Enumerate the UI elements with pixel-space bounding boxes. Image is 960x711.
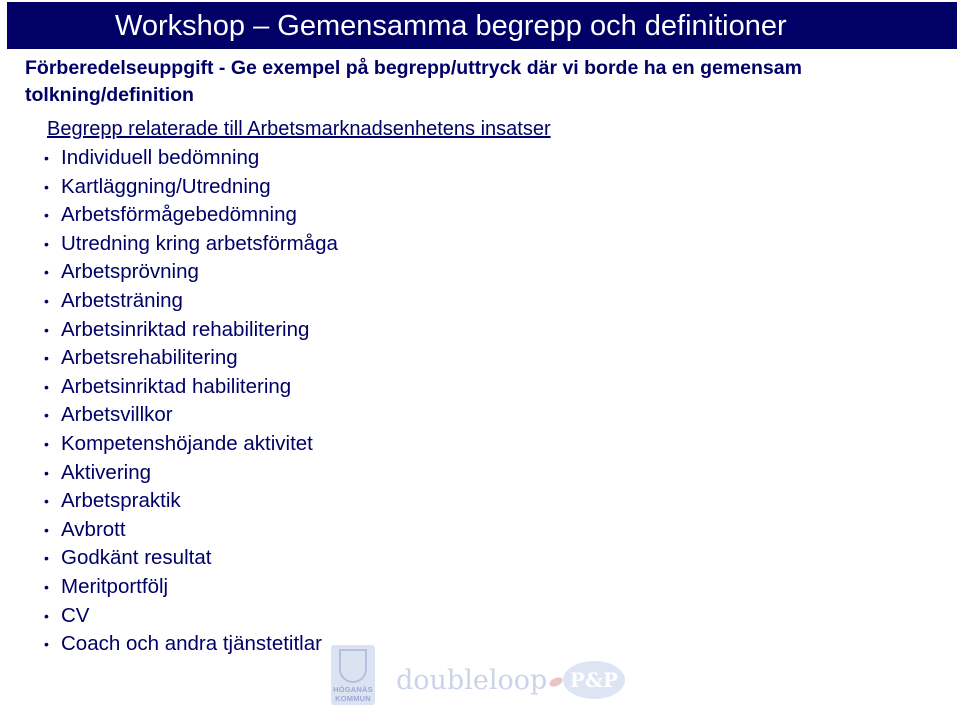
list-item-text: Arbetsinriktad habilitering [61, 374, 292, 398]
list-item-text: Kompetenshöjande aktivitet [61, 431, 313, 455]
list-item [44, 287, 338, 316]
list-item-text: Arbetsprövning [61, 260, 199, 284]
list-item [44, 459, 338, 488]
bullet-icon: • [44, 521, 49, 538]
intro-text: Förberedelseuppgift - Ge exempel på begrepp/uttryck där vi borde ha en gemensam tolkning/definition [25, 57, 802, 106]
bullet-icon: • [44, 435, 49, 452]
bullet-icon: • [44, 235, 49, 252]
doubleloop-logo [396, 665, 563, 697]
list-item-text: Arbetsträning [61, 288, 183, 312]
list-item [44, 430, 338, 459]
slide-title: Workshop – Gemensamma begrepp och definitioner [115, 10, 787, 42]
swirl-icon [548, 675, 564, 688]
list-item [44, 316, 338, 345]
list-item-text: Coach och andra tjänstetitlar [61, 632, 322, 656]
logo-hoganas-line1: HÖGANÄS [333, 685, 373, 694]
bullet-icon: • [44, 464, 49, 481]
list-item-text: CV [61, 603, 90, 627]
list-item-text: Individuell bedömning [61, 146, 260, 169]
list-item-text: Aktivering [61, 460, 152, 484]
list-item-text: Arbetspraktik [61, 489, 181, 513]
list-item-text: Arbetsrehabilitering [61, 346, 238, 370]
bullet-icon: • [44, 378, 49, 395]
bullet-icon: • [44, 493, 49, 510]
list-item [44, 487, 338, 516]
logo-hoganas-line2: KOMMUN [335, 694, 371, 703]
list-item-text: Utredning kring arbetsförmåga [61, 231, 338, 255]
list-item-text: Arbetsvillkor [61, 403, 173, 427]
bullet-icon: • [44, 207, 49, 224]
pp-logo: P&P [563, 661, 625, 699]
list-item [44, 401, 338, 430]
list-item [44, 173, 338, 202]
bullet-icon: • [44, 350, 49, 367]
list-item [44, 373, 338, 402]
list-item [44, 573, 338, 602]
list-item [44, 344, 338, 373]
bullet-icon: • [44, 636, 49, 653]
list-item-text: Arbetsinriktad rehabilitering [61, 317, 310, 341]
list-item [44, 602, 338, 631]
list-item [44, 230, 338, 259]
list-item-text: Meritportfölj [61, 574, 169, 598]
list-item [44, 544, 338, 573]
list-item-text: Arbetsförmågebedömning [61, 203, 297, 227]
bullet-icon: • [44, 178, 49, 195]
doubleloop-logo-text: doubleloop [396, 665, 548, 696]
crest-icon [339, 649, 367, 683]
bullet-icon: • [44, 407, 49, 424]
bullet-icon: • [44, 264, 49, 281]
list-item-text: Kartläggning/Utredning [61, 174, 271, 198]
bullet-icon: • [44, 578, 49, 595]
bullet-icon: • [44, 150, 49, 166]
title-bar [7, 2, 957, 49]
subheading: Begrepp relaterade till Arbetsmarknadsenhetens insatser [47, 118, 551, 140]
list-item-text: Avbrott [61, 517, 126, 541]
bullet-icon: • [44, 550, 49, 567]
list-item-text: Godkänt resultat [61, 546, 212, 570]
list-item [44, 201, 338, 230]
bullet-icon: • [44, 292, 49, 309]
list-item [44, 630, 338, 659]
bullet-icon: • [44, 607, 49, 624]
list-item [44, 144, 338, 173]
bullet-icon: • [44, 321, 49, 338]
term-list [44, 144, 338, 659]
list-item [44, 258, 338, 287]
list-item [44, 516, 338, 545]
